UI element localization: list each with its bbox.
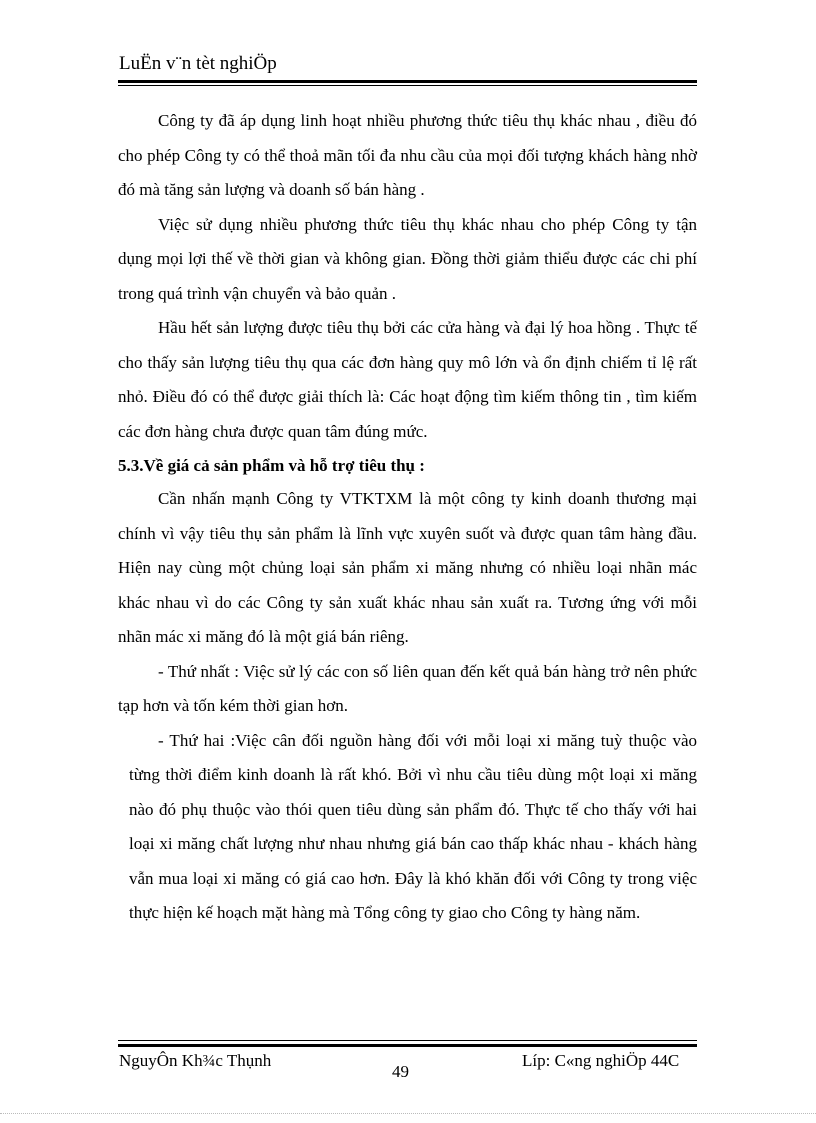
page-number: 49 (392, 1062, 409, 1081)
paragraph-1: Công ty đã áp dụng linh hoạt nhiều phương thức tiêu thụ khác nhau , điều đó cho phép Công ty có thể thoả mãn tối đa nhu cầu của mọi đối tượng khách hàng nhờ đó mà tăng sản lượng và doanh số bán hàng . (118, 111, 697, 199)
document-title: LuËn v¨n tèt nghiÖp (119, 53, 277, 74)
page-body (118, 104, 697, 931)
header-rule-thin (118, 85, 697, 86)
paragraph-2: Việc sử dụng nhiều phương thức tiêu thụ khác nhau cho phép Công ty tận dụng mọi lợi thế về thời gian và không gian. Đồng thời giảm thiểu được các chi phí trong quá trình vận chuyển và bảo quản . (118, 214, 697, 303)
section-heading: 5.3.Về giá cả sản phẩm và hỗ trợ tiêu thụ : (118, 456, 425, 475)
footer-rule-thin (118, 1040, 697, 1041)
page-bottom-border (0, 1113, 816, 1114)
header-rule-thick (118, 80, 697, 83)
footer-class: Líp: C«ng nghiÖp 44C (522, 1051, 680, 1070)
paragraph-3: Hầu hết sản lượng được tiêu thụ bởi các cửa hàng và đại lý hoa hồng . Thực tế cho thấy sản lượng tiêu thụ qua các đơn hàng quy mô lớn và ổn định chiếm tỉ lệ rất nhỏ. Điều đó có thể được giải thích là: Các hoạt động tìm kiếm thông tin , tìm kiếm các đơn hàng chưa được quan tâm đúng mức. (118, 318, 697, 441)
section-paragraph-3: - Thứ hai :Việc cân đối nguồn hàng đối với mỗi loại xi măng tuỳ thuộc vào từng thời điểm kinh doanh là rất khó. Bởi vì nhu cầu tiêu dùng một loại xi măng nào đó phụ thuộc vào thói quen tiêu dùng sản phẩm đó. Thực tế cho thấy với hai loại xi măng chất lượng như nhau nhưng giá bán cao thấp khác nhau - khách hàng vẫn mua loại xi măng có giá cao hơn. Đây là khó khăn đối với Công ty trong việc thực hiện kế hoạch mặt hàng mà Tổng công ty giao cho Công ty hàng năm. (129, 730, 697, 922)
footer-rule-thick (118, 1044, 697, 1047)
footer-author: NguyÔn Kh¾c Thụnh (119, 1051, 272, 1070)
section-paragraph-2: - Thứ nhất : Việc sử lý các con số liên quan đến kết quả bán hàng trở nên phức tạp hơn và tốn kém thời gian hơn. (118, 661, 697, 715)
section-paragraph-1: Cần nhấn mạnh Công ty VTKTXM là một công ty kinh doanh thương mại chính vì vậy tiêu thụ sản phẩm là lĩnh vực xuyên suốt và được quan tâm hàng đầu. Hiện nay cùng một chủng loại sản phẩm xi măng nhưng có nhiều loại nhãn mác khác nhau vì do các Công ty sản xuất khác nhau sản xuất ra. Tương ứng với mỗi nhãn mác xi măng đó là một giá bán riêng. (118, 489, 697, 646)
